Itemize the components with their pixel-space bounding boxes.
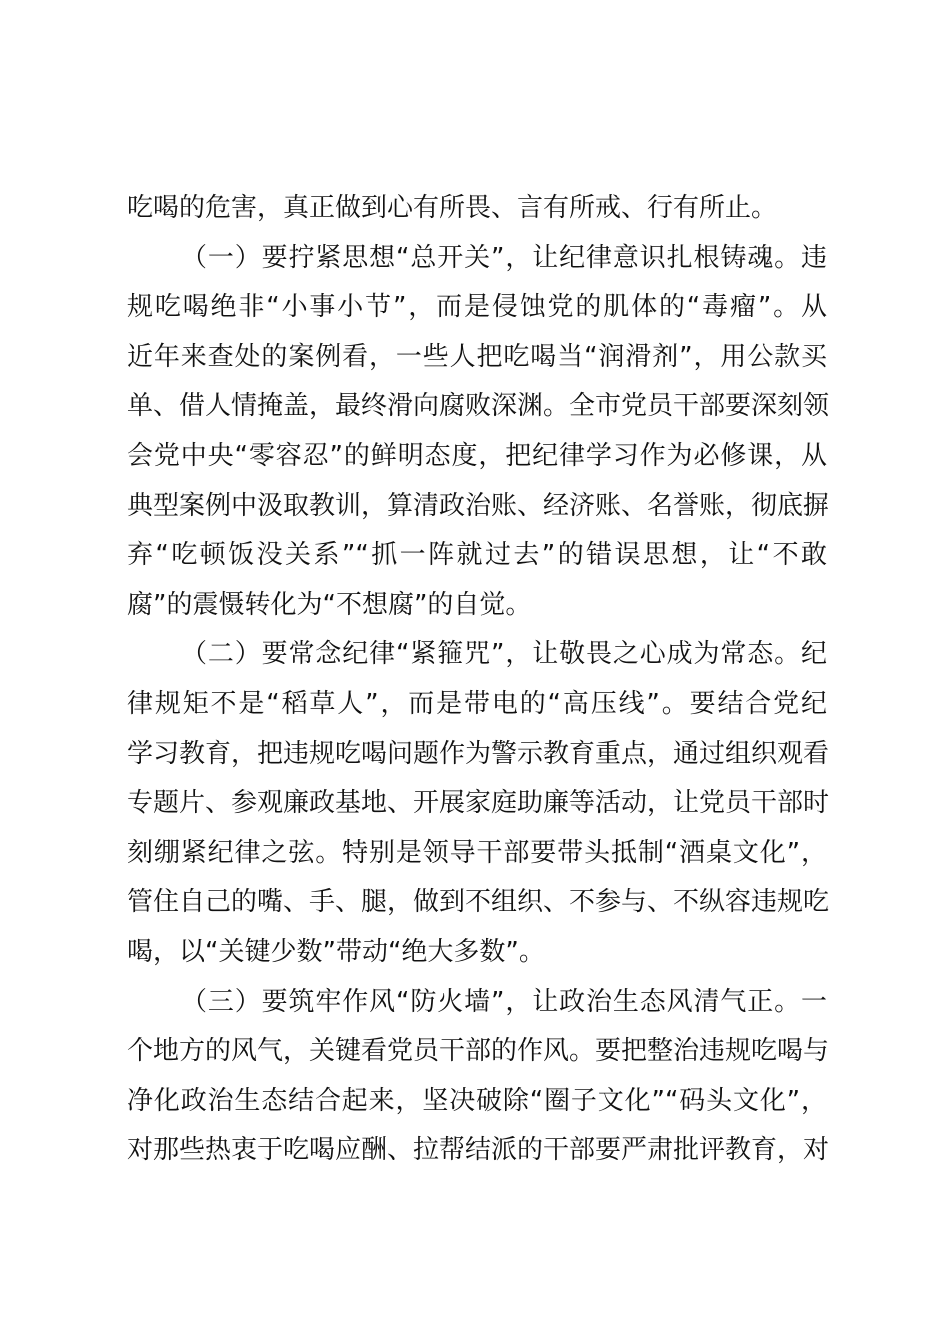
document-body	[127, 184, 830, 1176]
text-line: 律规矩不是“稻草人”，而是带电的“高压线”。要结合党纪	[127, 688, 827, 719]
text-line: 会党中央“零容忍”的鲜明态度，把纪律学习作为必修课，从	[127, 440, 827, 471]
text-line: 净化政治生态结合起来，坚决破除“圈子文化”“码头文化”，	[127, 1085, 827, 1116]
text-line: 对那些热衷于吃喝应酬、拉帮结派的干部要严肃批评教育，对	[127, 1135, 830, 1166]
text-line: 刻绷紧纪律之弦。特别是领导干部要带头抵制“酒桌文化”，	[127, 837, 827, 868]
text-line: 喝，以“关键少数”带动“绝大多数”。	[127, 936, 545, 967]
text-line: 弃“吃顿饭没关系”“抓一阵就过去”的错误思想，让“不敢	[127, 540, 827, 571]
text-line: 单、借人情掩盖，最终滑向腐败深渊。全市党员干部要深刻领	[127, 391, 830, 422]
section-3-heading-line: （三）要筑牢作风“防火墙”，让政治生态风清气正。一	[181, 986, 827, 1017]
section-2-heading-line: （二）要常念纪律“紧箍咒”，让敬畏之心成为常态。纪	[181, 639, 827, 670]
text-line: 吃喝的危害，真正做到心有所畏、言有所戒、行有所止。	[127, 193, 778, 223]
section-1-heading-line: （一）要拧紧思想“总开关”，让纪律意识扎根铸魂。违	[181, 242, 827, 273]
text-line: 近年来查处的案例看，一些人把吃喝当“润滑剂”，用公款买	[127, 341, 827, 372]
text-line: 个地方的风气，关键看党员干部的作风。要把整治违规吃喝与	[127, 1036, 830, 1067]
text-line: 专题片、参观廉政基地、开展家庭助廉等活动，让党员干部时	[127, 788, 830, 819]
text-line: 规吃喝绝非“小事小节”，而是侵蚀党的肌体的“毒瘤”。从	[127, 292, 827, 323]
text-line: 学习教育，把违规吃喝问题作为警示教育重点，通过组织观看	[127, 738, 830, 769]
text-line: 腐”的震慑转化为“不想腐”的自觉。	[127, 589, 532, 620]
text-line: 典型案例中汲取教训，算清政治账、经济账、名誉账，彻底摒	[127, 490, 830, 521]
text-line: 管住自己的嘴、手、腿，做到不组织、不参与、不纵容违规吃	[127, 887, 830, 918]
